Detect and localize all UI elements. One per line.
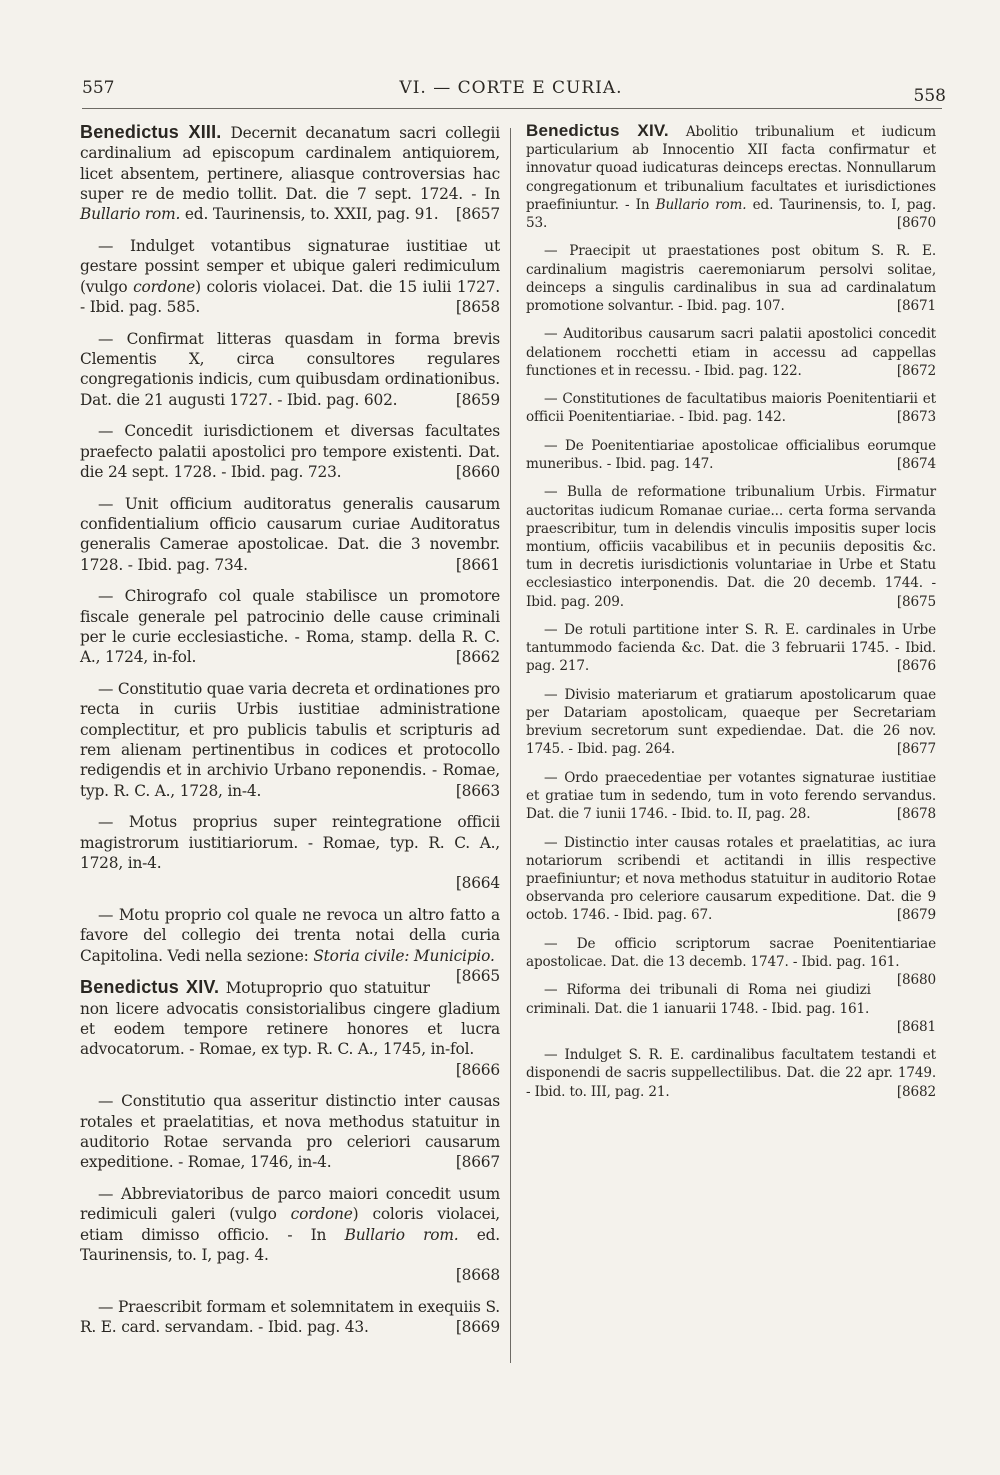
entry-text: — De rotuli partitione inter S. R. E. cardinales in Urbe tantummodo facienda &c. Dat. die 3 februarii 1745. - Ibid. pag. 217. (526, 622, 936, 675)
entry-8664 (80, 812, 500, 893)
entry-8681 (526, 981, 936, 1036)
entry-italic: cordone (133, 277, 196, 296)
running-title: VI. — CORTE E CURIA. (399, 78, 623, 98)
entry-text-cont: ed. Taurinensis, to. I, pag. 4. (80, 1225, 500, 1265)
entry-text-cont: ed. Taurinensis, to. I, pag. 53. (526, 196, 936, 232)
entry-8660 (80, 421, 500, 482)
entry-8677 (526, 686, 936, 759)
entry-8672 (526, 325, 936, 380)
pope-heading: Benedictus XIV. (80, 977, 220, 998)
entry-8673 (526, 390, 936, 426)
entry-8659 (80, 329, 500, 410)
entry-text: — Bulla de reformatione tribunalium Urbis. Firmatur auctoritas iudicum Romanae curiae... certa forma servanda praescribitur, tum in delendis vinculis impositis super locis montium, officiis vacabilibus et in pecuniis depositis &c. tum in decretis iurisdictionis voluntariae in Urbe et Statu ecclesiastico interponendis. Dat. die 20 decemb. 1744. - Ibid. pag. 209. (526, 484, 936, 610)
entry-text: — Indulget S. R. E. cardinalibus facultatem testandi et disponendi de sacris suppellectilibus. Dat. die 22 apr. 1749. - Ibid. to. III, pag. 21. (526, 1047, 936, 1100)
column-divider (510, 128, 511, 1363)
entry-number: [8662 (455, 648, 500, 667)
entry-text: — Auditoribus causarum sacri palatii apostolici concedit delationem rocchetti etiam in accessu ad cappellas functiones et in recessu. - Ibid. pag. 122. (526, 326, 936, 379)
entry-text: — Chirografo col quale stabilisce un promotore fiscale generale pel patrocinio delle cause criminali per le curie ecclesiastiche. - Roma, stamp. della R. C. A., 1724, in-fol. (80, 587, 500, 667)
page-header (82, 78, 946, 106)
entry-text: — Motu proprio col quale ne revoca un altro fatto a favore del collegio dei trenta notai della curia Capitolina. Vedi nella sezione: (80, 906, 500, 965)
entry-italic: Storia civile: Municipio. (313, 946, 495, 965)
entry-8669 (80, 1297, 500, 1338)
entry-number: [8660 (455, 462, 500, 481)
entry-8676 (526, 621, 936, 676)
entry-text: — Ordo praecedentiae per votantes signaturae iustitiae et gratiae tum in sedendo, tum in voto ferendo servandus. Dat. die 7 iunii 1746. - Ibid. to. II, pag. 28. (526, 769, 936, 823)
entry-citation: Bullario rom. (80, 205, 181, 224)
entry-8680 (526, 935, 936, 989)
entry-8663 (80, 679, 500, 801)
entry-text: — Motus proprius super reintegratione officii magistrorum iustitiariorum. - Romae, typ. R. C. A., 1728, in-4. (80, 813, 500, 872)
entry-8667 (80, 1091, 500, 1172)
entry-number: [8661 (455, 555, 500, 574)
entry-number: [8671 (896, 298, 936, 315)
entry-text: — Abbreviatoribus de parco maiori concedit usum redimiculi galeri (vulgo (80, 1185, 500, 1224)
entry-italic: cordone (290, 1205, 353, 1224)
entry-number: [8678 (896, 806, 936, 823)
entry-citation: Bullario rom. (344, 1225, 459, 1244)
entry-number: [8679 (896, 907, 936, 924)
entry-number: [8657 (455, 205, 500, 224)
entry-8657 (80, 122, 500, 224)
entry-text: — Confirmat litteras quasdam in forma brevis Clementis X, circa consultores regulares congregationis indicis, cum quibusdam ordinationibus. Dat. die 21 augusti 1727. - Ibid. pag. 602. (80, 329, 500, 409)
entry-number: [8666 (455, 1060, 500, 1079)
entry-8675 (526, 483, 936, 610)
entry-number: [8659 (455, 390, 500, 409)
entry-text: — Constitutio qua asseritur distinctio inter causas rotales et praelatitias, et nova methodus statuitur in auditorio Rotae servanda pro celeriori causarum expeditione. - Romae, 1746, in-4. (80, 1092, 500, 1172)
entry-text: — Constitutiones de facultatibus maioris Poenitentiarii et officii Poenitentiariae. - Ibid. pag. 142. (526, 391, 936, 426)
entry-number: [8673 (896, 409, 936, 426)
left-column (80, 122, 500, 1349)
entry-text: Abolitio tribunalium et iudicum particularium ab Innocentio XII facta confirmatur et innovatur quoad iudicaturas deinceps erectas. Nonnullarum congregationum et tribunalium facultates et iurisdictiones praefiniuntur. - In (526, 124, 937, 213)
entry-text-cont: ) coloris violacei, etiam dimisso officio. - In (80, 1205, 500, 1244)
entry-number: [8681 (896, 1018, 936, 1035)
entry-8674 (526, 437, 936, 473)
entry-text: — Praescribit formam et solemnitatem in exequiis S. R. E. card. servandam. - Ibid. pag. 43. (80, 1298, 500, 1337)
entry-text: — Distinctio inter causas rotales et praelatitias, ac iura notariorum scribendi et actitandi in illis respective praefiniuntur; et nova methodus statuitur in auditorio Rotae observanda pro celeriore causarum expeditione. Dat. die 9 octob. 1746. - Ibid. pag. 67. (526, 834, 936, 924)
entry-8666 (80, 977, 500, 1079)
entry-number: [8682 (896, 1083, 936, 1100)
entry-8670 (526, 122, 936, 232)
entry-text: — Praecipit ut praestationes post obitum S. R. E. cardinalium magistris caeremoniarum persolvi solitae, deinceps a singulis cardinalibus in sua ad cardinalatum promotione solvantur. - Ibid. pag. 107. (526, 243, 936, 315)
entry-number: [8658 (455, 297, 500, 316)
entry-number: [8668 (455, 1266, 500, 1285)
entry-number: [8670 (896, 215, 936, 232)
entry-number: [8680 (896, 972, 936, 989)
entry-number: [8667 (455, 1153, 500, 1172)
entry-8679 (526, 834, 936, 925)
header-rule (82, 108, 942, 109)
entry-number: [8674 (896, 456, 936, 472)
entry-text-cont: ) coloris violacei. Dat. die 15 iulii 1727. - Ibid. pag. 585. (80, 277, 500, 316)
entry-number: [8664 (455, 874, 500, 893)
entry-8668 (80, 1184, 500, 1285)
page-number-left: 557 (82, 78, 115, 98)
entry-text: — Concedit iurisdictionem et diversas facultates praefecto palatii apostolici pro tempore existenti. Dat. die 24 sept. 1728. - Ibid. pag. 723. (80, 422, 500, 481)
entry-number: [8663 (455, 781, 500, 800)
entry-8678 (526, 769, 936, 824)
entry-text: — Constitutio quae varia decreta et ordinationes pro recta in curiis Urbis iustitiae administratione complectitur, et pro publicis tabulis et scripturis ad rem alienam pertinentibus in codices et protocollo redigendis et in archivio Urbano reponendis. - Romae, typ. R. C. A., 1728, in-4. (80, 680, 500, 800)
entry-number: [8677 (896, 741, 936, 758)
entry-8661 (80, 494, 500, 575)
entry-number: [8676 (896, 658, 936, 675)
entry-text: — De Poenitentiariae apostolicae officialibus eorumque muneribus. - Ibid. pag. 147. (526, 437, 936, 472)
entry-number: [8672 (896, 362, 936, 379)
entry-citation: Bullario rom. (655, 196, 747, 213)
entry-text: — Divisio materiarum et gratiarum apostolicarum quae per Datariam apostolicam, quaeque per Secretariam brevium secretorum sunt expediendae. Dat. die 26 nov. 1745. - Ibid. pag. 264. (526, 686, 936, 758)
entry-number: [8669 (455, 1318, 500, 1337)
entry-text: — De officio scriptorum sacrae Poenitentiariae apostolicae. Dat. die 13 decemb. 1747. - Ibid. pag. 161. (526, 935, 936, 970)
entry-8662 (80, 586, 500, 667)
entry-text: Decernit decanatum sacri collegii cardinalium ad episcopum cardinalem antiquiorem, licet absentem, pertinere, aliasque controversias hac super re de medio tollit. Dat. die 7 sept. 1724. - In (80, 124, 501, 203)
entry-number: [8675 (896, 593, 936, 610)
right-column (526, 122, 936, 1111)
entry-text: Motuproprio quo statuitur non licere advocatis consistorialibus cingere gladium et eodem tempore retinere honores et lucra advocatorum. - Romae, ex typ. R. C. A., 1745, in-fol. (80, 979, 500, 1059)
entry-text-cont: ed. Taurinensis, to. XXII, pag. 91. (180, 205, 439, 224)
entry-text: — Unit officium auditoratus generalis causarum confidentialium officio causarum curiae Auditoratus generalis Camerae apostolicae. Dat. die 3 novembr. 1728. - Ibid. pag. 734. (80, 494, 500, 574)
entry-8658 (80, 236, 500, 317)
pope-heading: Benedictus XIII. (80, 122, 222, 142)
entry-8671 (526, 242, 936, 315)
entry-8682 (526, 1046, 936, 1101)
entry-text: — Indulget votantibus signaturae iustitiae ut gestare possint semper et ubique galeri redimiculum (vulgo (80, 236, 500, 296)
entry-text: — Riforma dei tribunali di Roma nei giudizi criminali. Dat. die 1 ianuarii 1748. - Ibid. pag. 161. (526, 982, 871, 1017)
page-number-right: 558 (913, 86, 946, 106)
entry-number: [8665 (455, 966, 500, 985)
entry-8665 (80, 905, 500, 985)
pope-heading: Benedictus XIV. (526, 121, 669, 140)
